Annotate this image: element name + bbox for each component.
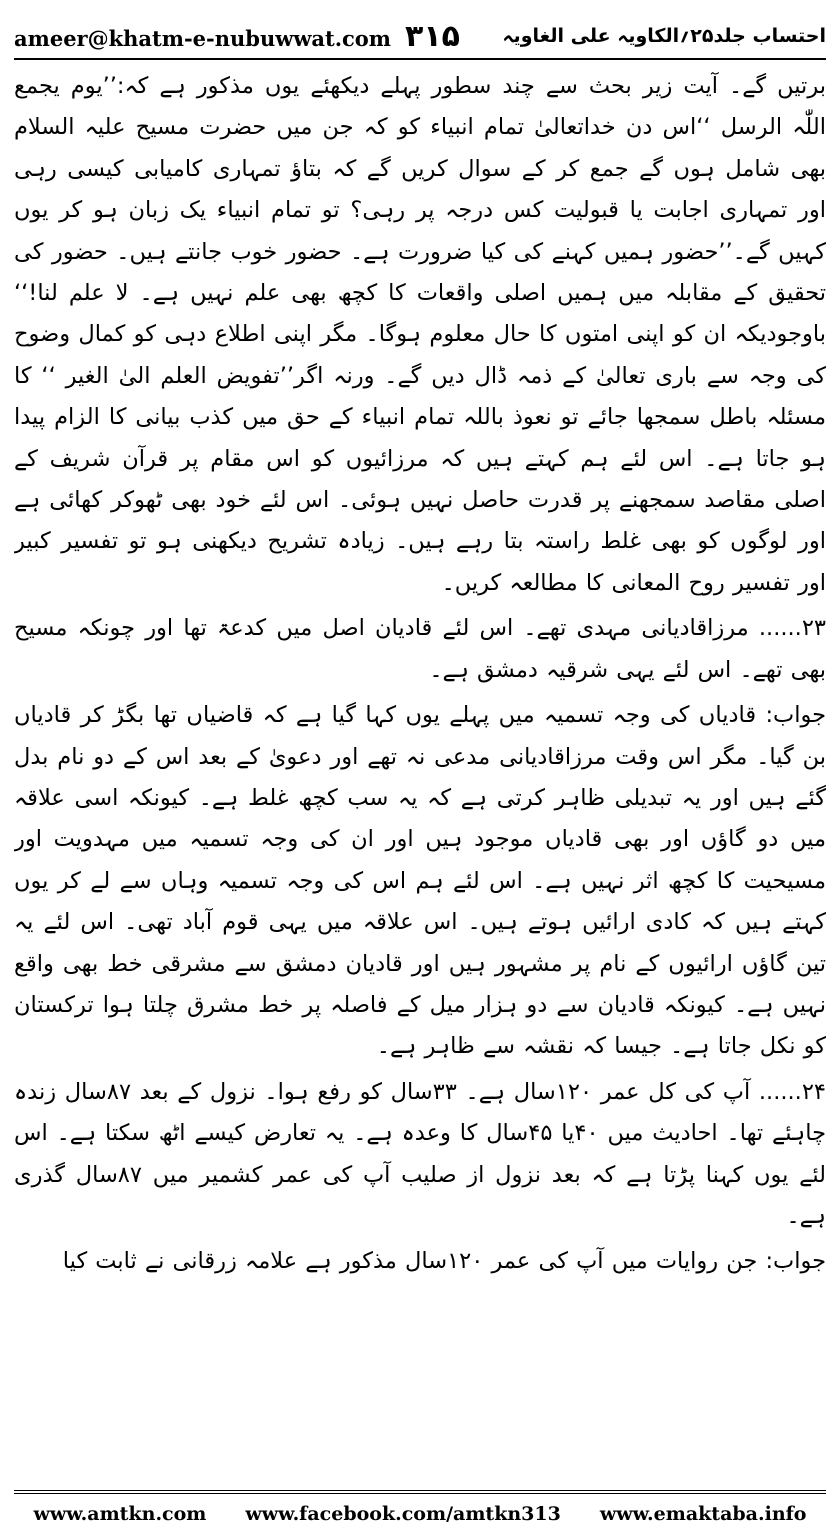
book-title: احتساب جلد۲۵؍الکاویہ علی الغاویہ <box>502 25 826 47</box>
header-left <box>14 19 460 54</box>
page-body <box>14 66 826 1486</box>
page-footer <box>14 1490 826 1534</box>
footer-link-website[interactable]: www.amtkn.com <box>33 1503 207 1525</box>
paragraph: ۲۳...... مرزاقادیانی مہدی تھے۔ اس لئے قادیان اصل میں کدعۃ تھا اور چونکہ مسیح بھی تھے۔ اس لئے یہی شرقیہ دمشق ہے۔ <box>14 615 826 683</box>
header-email: ameer@khatm-e-nubuwwat.com <box>14 25 392 51</box>
page-number: ۳۱۵ <box>405 18 460 54</box>
paragraph: جواب: جن روایات میں آپ کی عمر ۱۲۰سال مذکور ہے علامہ زرقانی نے ثابت کیا <box>62 1248 826 1275</box>
footer-link-facebook[interactable]: www.facebook.com/amtkn313 <box>245 1503 561 1525</box>
paragraph: ۲۴...... آپ کی کل عمر ۱۲۰سال ہے۔ ۳۳سال کو رفع ہوا۔ نزول کے بعد ۸۷سال زندہ چاہئے تھا۔ احادیث میں ۴۰یا ۴۵سال کا وعدہ ہے۔ یہ تعارض کیسے اٹھ سکتا ہے۔ اس لئے یوں کہنا پڑتا ہے کہ بعد نزول از صلیب آپ کی عمر کشمیر میں ۸۷سال گذری ہے۔ <box>14 1078 826 1229</box>
footer-link-emaktaba[interactable]: www.emaktaba.info <box>599 1503 807 1525</box>
paragraph: برتیں گے۔ آیت زیر بحث سے چند سطور پہلے دیکھئے یوں مذکور ہے کہ:’’یوم یجمع اللّٰہ الرسل ‘‘اس دن خداتعالیٰ تمام انبیاء کو کہ جن میں حضرت مسیح علیہ السلام بھی شامل ہوں گے جمع کر کے سوال کریں گے کہ بتاؤ تمہاری کامیابی کیسی رہی اور تمہاری اجابت یا قبولیت کس درجہ پر رہی؟ تو تمام انبیاء یک زبان ہو کر یوں کہیں گے۔’’حضور ہمیں کہنے کی کیا ضرورت ہے۔ حضور خوب جانتے ہیں۔ حضور کی تحقیق کے مقابلہ میں ہمیں اصلی واقعات کا کچھ بھی علم نہیں ہے۔ لا علم لنا!‘‘ باوجودیکہ ان کو اپنی امتوں کا حال معلوم ہوگا۔ مگر اپنی اطلاع دہی کو کمال وضوح کی وجہ سے باری تعالیٰ کے ذمہ ڈال دیں گے۔ ورنہ اگر’’تفویض العلم الیٰ الغیر ‘‘ کا مسئلہ باطل سمجھا جائے تو نعوذ باللہ تمام انبیاء کے حق میں کذب بیانی کا الزام پیدا ہو جاتا ہے۔ اس لئے ہم کہتے ہیں کہ مرزائیوں کو اس مقام پر قرآن شریف کے اصلی مقاصد سمجھنے پر قدرت حاصل نہیں ہوئی۔ اس لئے خود بھی ٹھوکر کھائی ہے اور لوگوں کو بھی غلط راستہ بتا رہے ہیں۔ زیادہ تشریح دیکھنی ہو تو تفسیر کبیر اور تفسیر روح المعانی کا مطالعہ کریں۔ <box>14 73 826 596</box>
page-header <box>14 14 826 60</box>
paragraph: جواب: قادیاں کی وجہ تسمیہ میں پہلے یوں کہا گیا ہے کہ قاضیاں تھا بگڑ کر قادیاں بن گیا۔ مگر اس وقت مرزاقادیانی مدعی نہ تھے اور دعویٰ کے بعد اس کے دو نام بدل گئے ہیں اور یہ تبدیلی ظاہر کرتی ہے کہ یہ سب کچھ غلط ہے۔ کیونکہ اسی علاقہ میں دو گاؤں اور بھی قادیاں موجود ہیں اور ان کی وجہ تسمیہ میں مہدویت اور مسیحیت کا کچھ اثر نہیں ہے۔ اس لئے ہم اس کی وجہ تسمیہ وہاں سے لے کر یوں کہتے ہیں کہ کادی ارائیں ہوتے ہیں۔ اس علاقہ میں یہی قوم آباد تھی۔ اس لئے یہ تین گاؤں ارائیوں کے نام پر مشہور ہیں اور قادیان دمشق سے مشرقی خط بھی واقع نہیں ہے۔ کیونکہ قادیان سے دو ہزار میل کے فاصلہ پر خط مشرق چلتا ہوا ترکستان کو نکل جاتا ہے۔ جیسا کہ نقشہ سے ظاہر ہے۔ <box>14 702 826 1060</box>
